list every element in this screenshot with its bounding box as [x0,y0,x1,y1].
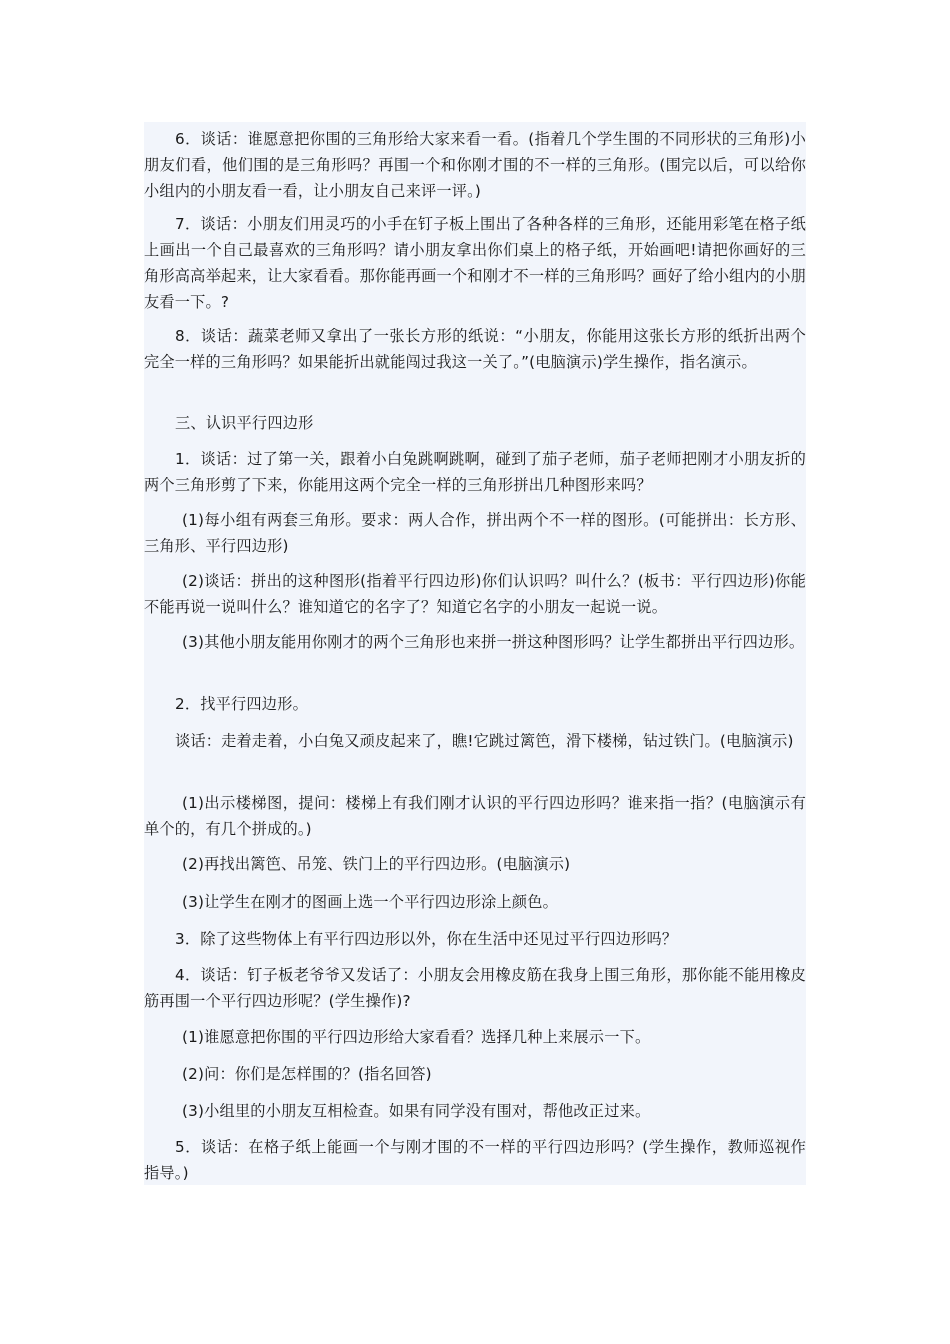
document-page [144,122,806,1185]
paragraph-substep-1: (1)每小组有两套三角形。要求：两人合作，拼出两个不一样的图形。(可能拼出：长方形、三角形、平行四边形) [144,511,806,555]
paragraph-substep-2: (2)谈话：拼出的这种图形(指着平行四边形)你们认识吗？叫什么？(板书：平行四边形)你能不能再说一说叫什么？谁知道它的名字了？知道它名字的小朋友一起说一说。 [144,572,806,616]
paragraph-ask: (2)问：你们是怎样围的？(指名回答) [182,1065,432,1083]
paragraph-show: (1)谁愿意把你围的平行四边形给大家看看？选择几种上来展示一下。 [182,1028,651,1046]
paragraph-talk: 谈话：走着走着，小白兔又顽皮起来了，瞧!它跳过篱笆，滑下楼梯，钻过铁门。(电脑演示) [175,732,794,750]
paragraph-part3-step-4: 4．谈话：钉子板老爷爷又发话了：小朋友会用橡皮筋在我身上围三角形，那你能不能用橡皮筋再围一个平行四边形呢？(学生操作)? [144,966,806,1010]
paragraph-part3-step-5: 5．谈话：在格子纸上能画一个与刚才围的不一样的平行四边形吗？(学生操作，教师巡视作指导。) [144,1138,806,1182]
paragraph-fence: (2)再找出篱笆、吊笼、铁门上的平行四边形。(电脑演示) [182,855,571,873]
paragraph-step-7: 7．谈话：小朋友们用灵巧的小手在钉子板上围出了各种各样的三角形，还能用彩笔在格子纸上画出一个自己最喜欢的三角形吗？请小朋友拿出你们桌上的格子纸，开始画吧!请把你画好的三角形高高举起来，让大家看看。那你能再画一个和刚才不一样的三角形吗？画好了给小组内的小朋友看一下。? [144,215,806,311]
paragraph-part3-step-1: 1．谈话：过了第一关，跟着小白兔跳啊跳啊，碰到了茄子老师，茄子老师把刚才小朋友折的两个三角形剪了下来，你能用这两个完全一样的三角形拼出几种图形来吗？ [144,450,806,494]
paragraph-part3-step-2: 2．找平行四边形。 [175,695,308,713]
paragraph-step-8: 8．谈话：蔬菜老师又拿出了一张长方形的纸说：“小朋友，你能用这张长方形的纸折出两个完全一样的三角形吗？如果能折出就能闯过我这一关了。”(电脑演示)学生操作，指名演示。 [144,327,806,371]
paragraph-color: (3)让学生在刚才的图画上选一个平行四边形涂上颜色。 [182,893,559,911]
paragraph-substep-3: (3)其他小朋友能用你刚才的两个三角形也来拼一拼这种图形吗？让学生都拼出平行四边形。 [182,633,805,651]
paragraph-part3-step-3: 3．除了这些物体上有平行四边形以外，你在生活中还见过平行四边形吗？ [175,930,678,948]
paragraph-stairs: (1)出示楼梯图，提问：楼梯上有我们刚才认识的平行四边形吗？谁来指一指？(电脑演示有单个的，有几个拼成的。) [144,794,806,838]
section-heading: 三、认识平行四边形 [175,414,314,432]
paragraph-step-6: 6．谈话：谁愿意把你围的三角形给大家来看一看。(指着几个学生围的不同形状的三角形)小朋友们看，他们围的是三角形吗？再围一个和你刚才围的不一样的三角形。(围完以后，可以给你小组内的小朋友看一看，让小朋友自己来评一评。) [144,130,806,200]
paragraph-check: (3)小组里的小朋友互相检查。如果有同学没有围对，帮他改正过来。 [182,1102,651,1120]
